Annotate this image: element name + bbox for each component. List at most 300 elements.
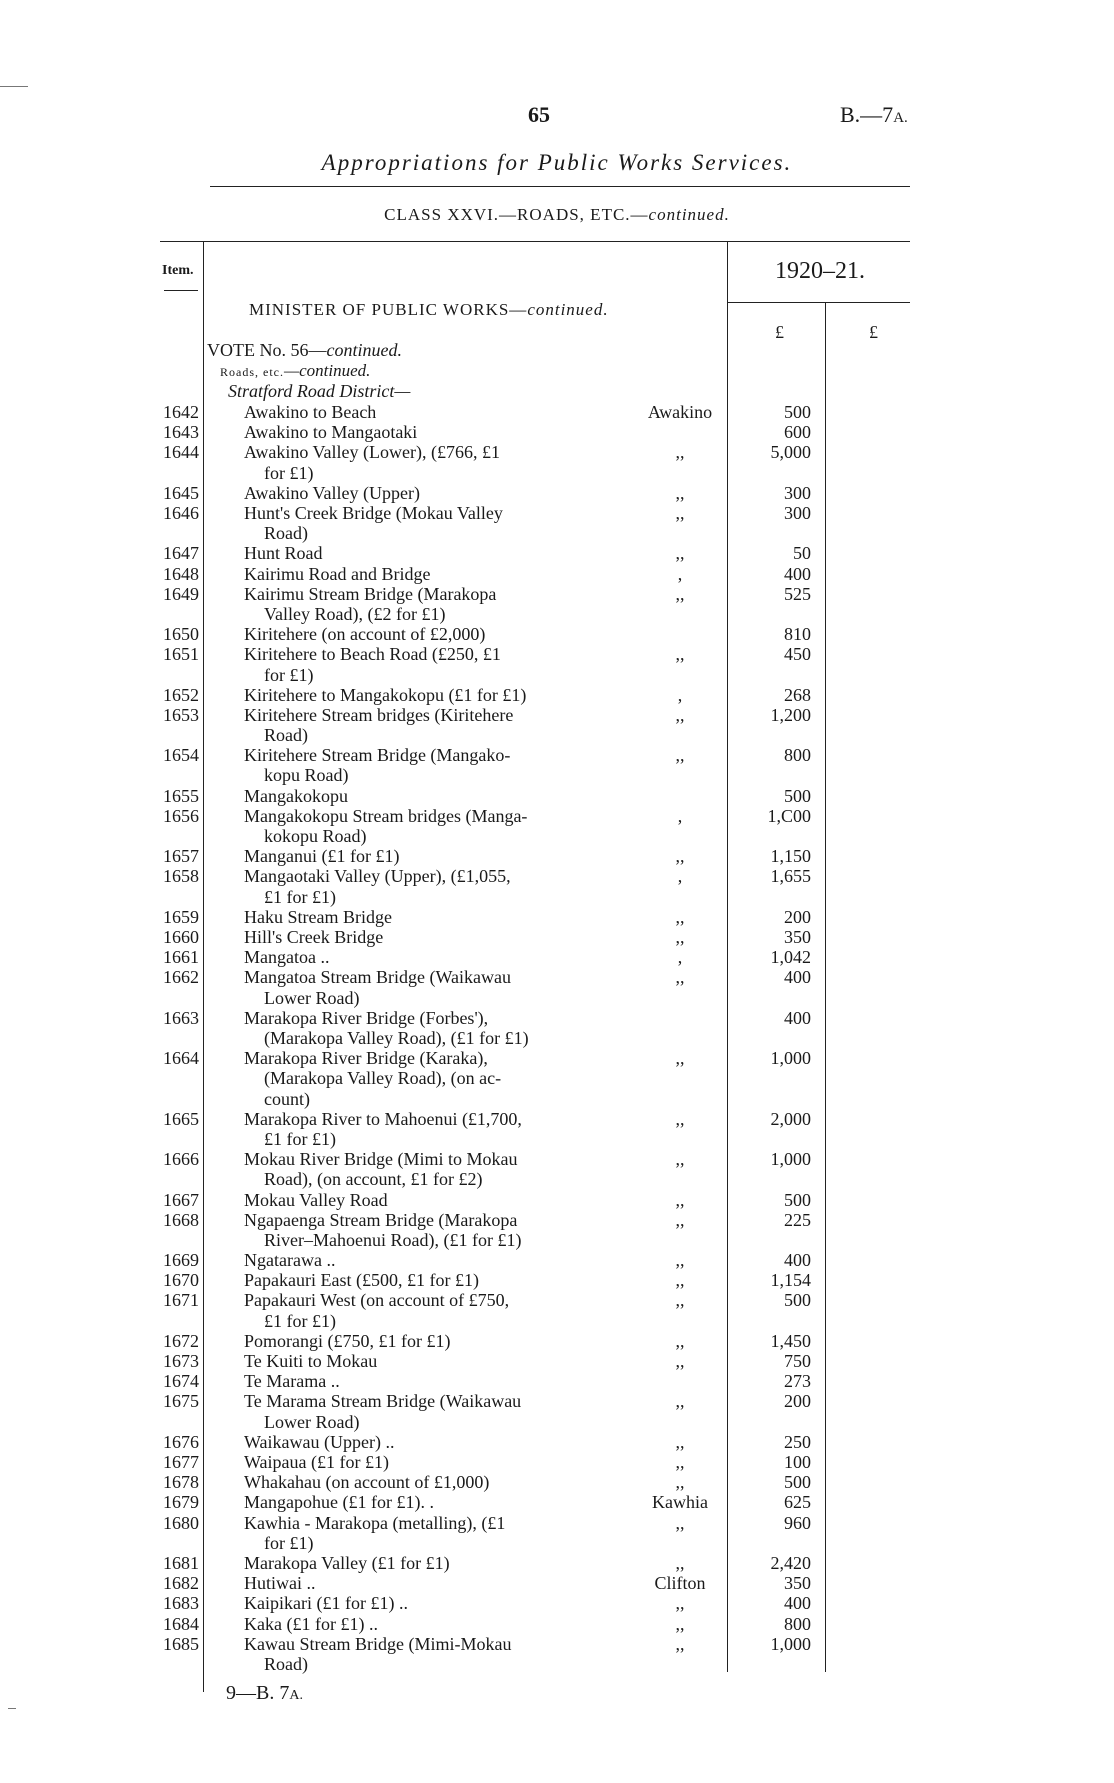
table-row — [0, 1452, 1114, 1472]
table-row — [0, 1573, 1114, 1593]
description-line: Hutiwai .. — [244, 1573, 316, 1594]
electorate: ,, — [675, 1189, 685, 1210]
description-continuation: for £1) — [264, 1532, 314, 1553]
table-row — [0, 705, 1114, 745]
amount: 300 — [784, 502, 811, 523]
table-row — [0, 846, 1114, 866]
table-row — [0, 1472, 1114, 1492]
roads-heading — [220, 361, 370, 381]
table-row — [0, 1250, 1114, 1270]
description-line: Mangakokopu — [244, 785, 348, 806]
item-description — [244, 866, 584, 906]
amount: 800 — [784, 745, 811, 766]
electorate: ,, — [675, 1330, 685, 1351]
description-line: Mangatoa Stream Bridge (Waikawau — [244, 967, 511, 988]
item-number: 1682 — [163, 1573, 199, 1594]
table-row — [0, 1048, 1114, 1109]
item-description — [244, 584, 584, 624]
electorate: ,, — [675, 1290, 685, 1311]
electorate: , — [677, 866, 683, 887]
item-number: 1674 — [163, 1371, 199, 1392]
item-number: 1667 — [163, 1189, 199, 1210]
vote-heading-main: VOTE No. 56— — [207, 340, 327, 360]
table-row — [0, 422, 1114, 442]
class-heading — [0, 205, 1114, 225]
amount: 400 — [784, 1593, 811, 1614]
electorate: ,, — [675, 1552, 685, 1573]
amount: 800 — [784, 1613, 811, 1634]
minister-heading — [249, 300, 609, 320]
table-row — [0, 584, 1114, 624]
item-description — [244, 1452, 584, 1472]
item-description — [244, 624, 584, 644]
description-line: Mangaotaki Valley (Upper), (£1,055, — [244, 866, 511, 887]
electorate: ,, — [675, 442, 685, 463]
description-line: Hill's Creek Bridge — [244, 927, 384, 947]
description-line: Kaipikari (£1 for £1) .. — [244, 1593, 408, 1614]
description-continuation: Lower Road) — [264, 987, 360, 1008]
electorate: ,, — [675, 1593, 685, 1614]
electorate: ,, — [675, 704, 685, 725]
table-row — [0, 1210, 1114, 1250]
item-number: 1677 — [163, 1452, 199, 1473]
table-row — [0, 402, 1114, 422]
table-top-rule — [160, 241, 910, 242]
electorate: ,, — [675, 1108, 685, 1129]
item-header-underline — [164, 290, 198, 291]
item-description — [244, 1270, 584, 1290]
electorate: ,, — [675, 1270, 685, 1291]
electorate: ,, — [675, 1431, 685, 1452]
amount: 2,000 — [770, 1108, 811, 1129]
amount: 1,150 — [770, 846, 811, 867]
amount: 450 — [784, 644, 811, 665]
item-description — [244, 1513, 584, 1553]
table-row — [0, 1008, 1114, 1048]
vote-heading — [207, 340, 402, 361]
doc-ref-small: A. — [893, 110, 908, 126]
item-number: 1656 — [163, 805, 199, 826]
description-continuation: Road) — [264, 523, 308, 544]
electorate: ,, — [675, 583, 685, 604]
table-row — [0, 1553, 1114, 1573]
description-line: Kaka (£1 for £1) .. — [244, 1613, 378, 1634]
item-description — [244, 1250, 584, 1270]
amount: 500 — [784, 1472, 811, 1493]
amount: 500 — [784, 1189, 811, 1210]
amount: 1,655 — [770, 866, 811, 887]
item-number: 1645 — [163, 482, 199, 503]
amount: 225 — [784, 1209, 811, 1230]
electorate: ,, — [675, 1149, 685, 1170]
item-number: 1650 — [163, 624, 199, 645]
description-continuation: count) — [264, 1088, 310, 1109]
amount: 525 — [784, 583, 811, 604]
item-description — [244, 1210, 584, 1250]
electorate: ,, — [675, 745, 685, 766]
amount: 400 — [784, 967, 811, 988]
doc-ref-main: B.—7 — [840, 102, 894, 127]
item-number: 1654 — [163, 745, 199, 766]
table-row — [0, 1290, 1114, 1330]
item-description — [244, 503, 584, 543]
description-continuation: Road) — [264, 725, 308, 746]
table-row — [0, 1614, 1114, 1634]
amount: 625 — [784, 1492, 811, 1513]
item-description — [244, 786, 584, 806]
item-description — [244, 483, 584, 503]
item-description — [244, 907, 584, 927]
amount: 300 — [784, 482, 811, 503]
item-number: 1664 — [163, 1048, 199, 1069]
item-description — [244, 1109, 584, 1149]
description-line: Papakauri West (on account of £750, — [244, 1290, 510, 1311]
description-continuation: £1 for £1) — [264, 1128, 336, 1149]
description-line: Te Kuiti to Mokau — [244, 1351, 378, 1372]
item-description — [244, 1149, 584, 1189]
amount: 1,200 — [770, 704, 811, 725]
table-row — [0, 503, 1114, 543]
description-line: Te Marama Stream Bridge (Waikawau — [244, 1391, 522, 1412]
item-number: 1678 — [163, 1472, 199, 1493]
electorate: , — [677, 563, 683, 584]
description-line: Kiritehere to Beach Road (£250, £1 — [244, 644, 501, 665]
amount: 268 — [784, 684, 811, 705]
description-continuation: kopu Road) — [264, 765, 349, 786]
description-continuation: River–Mahoenui Road), (£1 for £1) — [264, 1229, 522, 1250]
description-continuation: (Marakopa Valley Road), (on ac- — [264, 1068, 502, 1089]
amount: 1,000 — [770, 1149, 811, 1170]
amount: 750 — [784, 1351, 811, 1372]
description-line: Awakino Valley (Lower), (£766, £1 — [244, 442, 500, 463]
item-number: 1642 — [163, 402, 199, 422]
table-row — [0, 866, 1114, 906]
amount: 1,450 — [770, 1330, 811, 1351]
item-number: 1668 — [163, 1209, 199, 1230]
description-line: Ngapaenga Stream Bridge (Marakopa — [244, 1209, 518, 1230]
footer-small: A. — [289, 1688, 303, 1703]
electorate: ,, — [675, 1633, 685, 1654]
table-row — [0, 806, 1114, 846]
description-line: Waikawau (Upper) .. — [244, 1431, 395, 1452]
description-line: Manganui (£1 for £1) — [244, 846, 400, 867]
item-number: 1644 — [163, 442, 199, 463]
electorate: ,, — [675, 1472, 685, 1493]
description-line: Kiritehere Stream Bridge (Mangako- — [244, 745, 511, 766]
year-header: 1920–21. — [775, 258, 865, 284]
item-number: 1661 — [163, 947, 199, 968]
table-row — [0, 1270, 1114, 1290]
description-line: Marakopa Valley (£1 for £1) — [244, 1552, 450, 1573]
item-description — [244, 705, 584, 745]
item-description — [244, 1391, 584, 1431]
description-line: Waipaua (£1 for £1) — [244, 1452, 389, 1473]
description-continuation: Road), (on account, £1 for £2) — [264, 1169, 483, 1190]
table-row — [0, 1492, 1114, 1512]
electorate: ,, — [675, 1512, 685, 1533]
electorate: ,, — [675, 1452, 685, 1473]
description-line: Kawhia - Marakopa (metalling), (£1 — [244, 1512, 506, 1533]
table-row — [0, 1190, 1114, 1210]
amount: 400 — [784, 1007, 811, 1028]
item-description — [244, 1290, 584, 1330]
amount: 1,000 — [770, 1048, 811, 1069]
pound-column-header-second: £ — [869, 322, 878, 342]
amount: 500 — [784, 402, 811, 422]
footer-main: 9—B. 7 — [226, 1682, 290, 1704]
class-heading-main: CLASS XXVI.—ROADS, ETC.— — [384, 205, 649, 224]
amount: 5,000 — [770, 442, 811, 463]
electorate: , — [677, 684, 683, 705]
item-description — [244, 1048, 584, 1109]
description-line: Marakopa River to Mahoenui (£1,700, — [244, 1108, 522, 1129]
item-number: 1675 — [163, 1391, 199, 1412]
item-number: 1660 — [163, 927, 199, 947]
table-row — [0, 1351, 1114, 1371]
electorate: Clifton — [654, 1573, 706, 1594]
description-line: Haku Stream Bridge — [244, 906, 392, 927]
item-description — [244, 1190, 584, 1210]
page-footer — [226, 1682, 303, 1705]
amount: 500 — [784, 1290, 811, 1311]
table-row — [0, 1432, 1114, 1452]
item-number: 1683 — [163, 1593, 199, 1614]
amount: 1,154 — [770, 1270, 811, 1291]
amount: 1,C00 — [767, 805, 811, 826]
district-heading: Stratford Road District— — [228, 381, 411, 401]
description-line: Te Marama .. — [244, 1371, 340, 1392]
item-description — [244, 1371, 584, 1391]
description-line: Papakauri East (£500, £1 for £1) — [244, 1270, 479, 1291]
item-description — [244, 1634, 584, 1674]
electorate: , — [677, 947, 683, 968]
item-number: 1662 — [163, 967, 199, 988]
item-description — [244, 967, 584, 1007]
description-line: Kiritehere Stream bridges (Kiritehere — [244, 704, 514, 725]
electorate: ,, — [675, 1209, 685, 1230]
roads-heading-main: Roads, etc. — [220, 365, 284, 379]
description-line: Ngatarawa .. — [244, 1250, 336, 1271]
item-number: 1659 — [163, 906, 199, 927]
amount: 273 — [784, 1371, 811, 1392]
description-line: Awakino to Mangaotaki — [244, 422, 418, 443]
amount: 350 — [784, 927, 811, 947]
item-number: 1665 — [163, 1108, 199, 1129]
item-number: 1666 — [163, 1149, 199, 1170]
table-row — [0, 927, 1114, 947]
description-continuation: for £1) — [264, 664, 314, 685]
table-row — [0, 907, 1114, 927]
amount: 100 — [784, 1452, 811, 1473]
amount: 50 — [793, 543, 811, 564]
table-row — [0, 1109, 1114, 1149]
item-number: 1680 — [163, 1512, 199, 1533]
vote-heading-continued: continued. — [326, 340, 402, 360]
description-line: Hunt's Creek Bridge (Mokau Valley — [244, 502, 503, 523]
item-description — [244, 927, 584, 947]
description-line: Awakino to Beach — [244, 402, 377, 422]
description-continuation: £1 for £1) — [264, 886, 336, 907]
item-description — [244, 745, 584, 785]
electorate: ,, — [675, 1391, 685, 1412]
table-row — [0, 745, 1114, 785]
table-row — [0, 685, 1114, 705]
electorate: Kawhia — [652, 1492, 708, 1513]
table-row — [0, 644, 1114, 684]
title-rule — [210, 186, 910, 187]
item-number: 1647 — [163, 543, 199, 564]
table-row — [0, 1634, 1114, 1674]
item-description — [244, 1614, 584, 1634]
item-description — [244, 1492, 584, 1512]
document-reference — [840, 102, 908, 128]
year-header-rule — [727, 302, 910, 303]
item-number: 1651 — [163, 644, 199, 665]
amount: 810 — [784, 624, 811, 645]
item-description — [244, 806, 584, 846]
description-line: Mangakokopu Stream bridges (Manga- — [244, 805, 528, 826]
item-description — [244, 1331, 584, 1351]
minister-heading-main: MINISTER OF PUBLIC WORKS— — [249, 300, 528, 319]
item-number: 1673 — [163, 1351, 199, 1372]
item-description — [244, 564, 584, 584]
item-number: 1685 — [163, 1633, 199, 1654]
item-number: 1657 — [163, 846, 199, 867]
electorate: ,, — [675, 967, 685, 988]
table-row — [0, 564, 1114, 584]
item-number: 1671 — [163, 1290, 199, 1311]
electorate: ,, — [675, 1250, 685, 1271]
table-row — [0, 1513, 1114, 1553]
electorate: ,, — [675, 543, 685, 564]
item-number: 1643 — [163, 422, 199, 443]
item-column-header: Item. — [162, 263, 194, 278]
description-line: Mokau Valley Road — [244, 1189, 388, 1210]
item-number: 1653 — [163, 704, 199, 725]
item-description — [244, 1008, 584, 1048]
table-row — [0, 1391, 1114, 1431]
item-description — [244, 685, 584, 705]
item-description — [244, 402, 584, 422]
description-line: Mokau River Bridge (Mimi to Mokau — [244, 1149, 518, 1170]
description-continuation: Lower Road) — [264, 1411, 360, 1432]
description-continuation: Valley Road), (£2 for £1) — [264, 603, 446, 624]
table-row — [0, 1371, 1114, 1391]
item-number: 1679 — [163, 1492, 199, 1513]
description-line: Marakopa River Bridge (Karaka), — [244, 1048, 488, 1069]
amount: 400 — [784, 1250, 811, 1271]
amount: 350 — [784, 1573, 811, 1594]
electorate: ,, — [675, 502, 685, 523]
item-description — [244, 1573, 584, 1593]
item-description — [244, 644, 584, 684]
description-line: Whakahau (on account of £1,000) — [244, 1472, 490, 1493]
item-description — [244, 422, 584, 442]
description-line: Pomorangi (£750, £1 for £1) — [244, 1330, 451, 1351]
item-description — [244, 1553, 584, 1573]
description-continuation: (Marakopa Valley Road), (£1 for £1) — [264, 1027, 529, 1048]
table-row — [0, 967, 1114, 1007]
description-line: Kairimu Road and Bridge — [244, 563, 431, 584]
electorate: ,, — [675, 906, 685, 927]
item-description — [244, 1432, 584, 1452]
table-row — [0, 483, 1114, 503]
amount: 1,042 — [770, 947, 811, 968]
item-description — [244, 543, 584, 563]
description-line: Marakopa River Bridge (Forbes'), — [244, 1007, 489, 1028]
description-line: Kiritehere (on account of £2,000) — [244, 624, 486, 645]
description-line: Kawau Stream Bridge (Mimi-Mokau — [244, 1633, 512, 1654]
minister-heading-continued: continued. — [527, 300, 609, 319]
description-line: Awakino Valley (Upper) — [244, 482, 420, 503]
description-continuation: Road) — [264, 1653, 308, 1674]
item-description — [244, 1472, 584, 1492]
item-description — [244, 846, 584, 866]
description-continuation: kokopu Road) — [264, 826, 367, 847]
electorate: ,, — [675, 927, 685, 947]
appropriation-rows — [0, 402, 1114, 1674]
table-row — [0, 947, 1114, 967]
description-line: Kiritehere to Mangakokopu (£1 for £1) — [244, 684, 527, 705]
description-line: Kairimu Stream Bridge (Marakopa — [244, 583, 497, 604]
item-description — [244, 947, 584, 967]
table-row — [0, 786, 1114, 806]
description-line: Mangapohue (£1 for £1). . — [244, 1492, 434, 1513]
document-title: Appropriations for Public Works Services. — [321, 150, 793, 175]
amount: 400 — [784, 563, 811, 584]
amount: 2,420 — [770, 1552, 811, 1573]
item-number: 1663 — [163, 1007, 199, 1028]
electorate: ,, — [675, 482, 685, 503]
amount: 500 — [784, 785, 811, 806]
table-row — [0, 1593, 1114, 1613]
item-number: 1652 — [163, 684, 199, 705]
amount: 200 — [784, 1391, 811, 1412]
electorate: ,, — [675, 1048, 685, 1069]
description-line: Hunt Road — [244, 543, 323, 564]
class-heading-continued: continued. — [648, 205, 730, 224]
scan-mark — [8, 1708, 16, 1709]
description-continuation: for £1) — [264, 462, 314, 483]
item-description — [244, 442, 584, 482]
pound-column-header: £ — [775, 322, 784, 342]
scan-mark — [0, 86, 28, 87]
electorate: Awakino — [647, 402, 713, 422]
table-row — [0, 442, 1114, 482]
item-number: 1649 — [163, 583, 199, 604]
electorate: ,, — [675, 1351, 685, 1372]
electorate: , — [677, 805, 683, 826]
item-number: 1658 — [163, 866, 199, 887]
electorate: ,, — [675, 1613, 685, 1634]
item-number: 1672 — [163, 1330, 199, 1351]
amount: 250 — [784, 1431, 811, 1452]
table-row — [0, 543, 1114, 563]
amount: 200 — [784, 906, 811, 927]
table-row — [0, 1331, 1114, 1351]
table-row — [0, 1149, 1114, 1189]
roads-heading-continued: —continued. — [284, 361, 371, 380]
item-number: 1676 — [163, 1431, 199, 1452]
item-description — [244, 1351, 584, 1371]
item-number: 1681 — [163, 1552, 199, 1573]
amount: 600 — [784, 422, 811, 443]
electorate: ,, — [675, 644, 685, 665]
item-number: 1684 — [163, 1613, 199, 1634]
item-number: 1670 — [163, 1270, 199, 1291]
item-number: 1648 — [163, 563, 199, 584]
page-number: 65 — [528, 102, 550, 127]
